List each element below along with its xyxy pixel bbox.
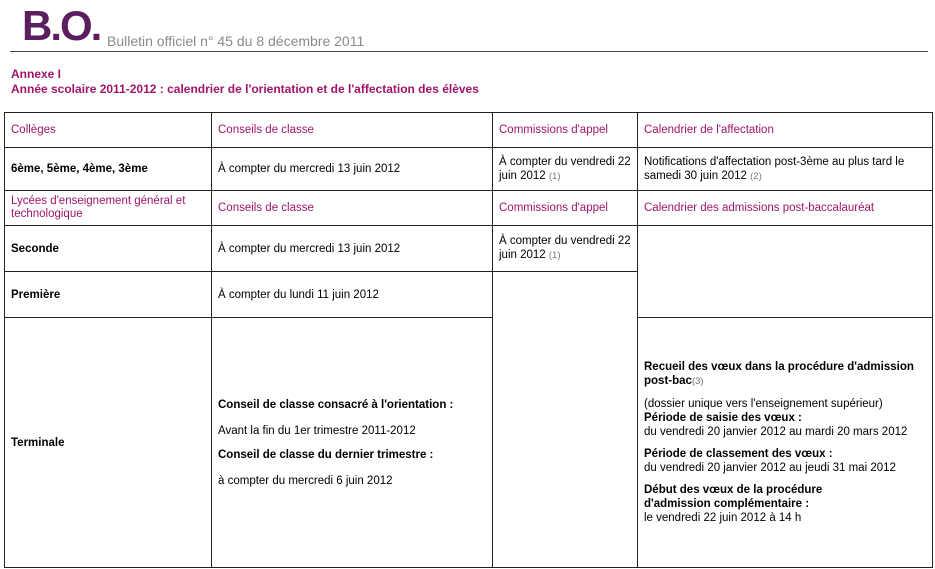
annexe-label: Annexe I [11,67,62,81]
classement-text: du vendredi 20 janvier 2012 au jeudi 31 mai 2012 [644,462,896,474]
cell-commissions-seconde: À compter du vendredi 22 juin 2012 (1) [493,226,638,272]
debut-title-line1: Début des vœux de la procédure [644,484,823,496]
page-title: Année scolaire 2011-2012 : calendrier de l'orientation et de l'affectation des élèves [11,82,479,96]
column-header-commissions-lycees: Commissions d'appel [493,191,638,226]
calendar-table [4,112,933,568]
bo-logo: B.O. [22,2,101,49]
footnote-ref: (1) [548,250,561,261]
table-row [5,191,933,226]
orientation-text: Avant la fin du 1er trimestre 2011-2012 [218,424,416,437]
column-header-conseils: Conseils de classe [212,113,493,148]
saisie-title: Période de saisie des vœux : [644,412,802,424]
column-header-conseils-lycees: Conseils de classe [212,191,493,226]
classement-title: Période de classement des vœux : [644,448,833,460]
recueil-title: Recueil des vœux dans la procédure d'admission post-bac(3) [644,361,914,387]
table-row [5,148,933,191]
row-label-seconde: Seconde [5,226,212,272]
column-header-lycees: Lycées d'enseignement général et technologique [5,191,212,226]
header-divider [10,51,928,52]
cell-commissions-colleges: À compter du vendredi 22 juin 2012 (1) [493,148,638,191]
table-row [5,226,933,272]
table-row [5,318,933,568]
column-header-admissions: Calendrier des admissions post-baccalauréat [638,191,933,226]
dernier-trimestre-text: à compter du mercredi 6 juin 2012 [218,474,393,487]
debut-text: le vendredi 22 juin 2012 à 14 h [644,512,802,524]
table-row [5,113,933,148]
column-header-commissions: Commissions d'appel [493,113,638,148]
cell-conseils-seconde: À compter du mercredi 13 juin 2012 [212,226,493,272]
orientation-title: Conseil de classe consacré à l'orientation : [218,398,454,411]
cell-admissions-terminale [638,318,933,568]
debut-title-line2: d'admission complémentaire : [644,498,810,510]
cell-affectation-colleges: Notifications d'affectation post-3ème au plus tard le samedi 30 juin 2012 (2) [638,148,933,191]
footnote-ref: (2) [750,170,762,182]
cell-admissions-empty [638,226,933,318]
cell-conseils-premiere: À compter du lundi 11 juin 2012 [212,272,493,318]
row-label-terminale: Terminale [5,318,212,568]
dossier-text: (dossier unique vers l'enseignement supérieur) [644,398,883,410]
column-header-affectation: Calendrier de l'affectation [638,113,933,148]
cell-commissions-empty [493,272,638,568]
footnote-ref: (3) [691,376,704,387]
column-header-colleges: Collèges [5,113,212,148]
bulletin-title: Bulletin officiel n° 45 du 8 décembre 2011 [107,33,365,49]
saisie-text: du vendredi 20 janvier 2012 au mardi 20 mars 2012 [644,426,908,438]
dernier-trimestre-title: Conseil de classe du dernier trimestre : [218,448,434,461]
footnote-ref: (1) [548,170,561,182]
row-label-premiere: Première [5,272,212,318]
cell-conseils-terminale [212,318,493,568]
row-label-colleges-level: 6ème, 5ème, 4ème, 3ème [5,148,212,191]
cell-conseils-colleges: À compter du mercredi 13 juin 2012 [212,148,493,191]
